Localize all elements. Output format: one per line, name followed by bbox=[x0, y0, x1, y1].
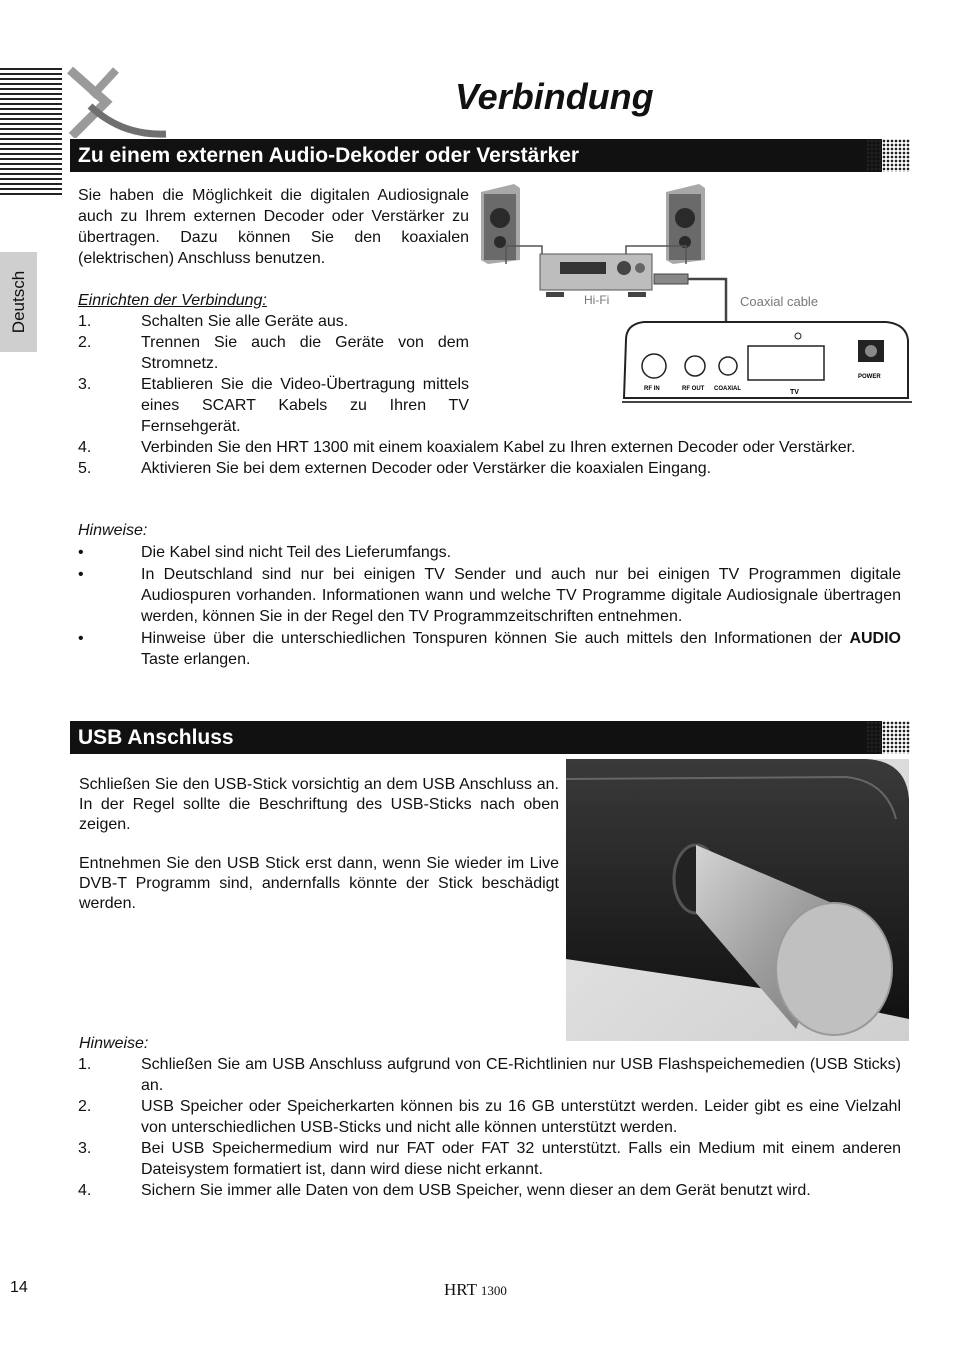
section-heading-audio: Zu einem externen Audio-Dekoder oder Verstärker bbox=[70, 139, 882, 172]
audio-notes-heading: Hinweise: bbox=[78, 522, 148, 539]
usb-paragraph-1: Schließen Sie den USB-Stick vorsichtig an dem USB Anschluss an. In der Regel sollte die Beschriftung des USB-Sticks nach oben zeigen. bbox=[79, 776, 559, 833]
list-item: 4. Sichern Sie immer alle Daten von dem USB Speicher, wenn dieser an dem Gerät benutzt wird. bbox=[78, 1182, 811, 1199]
side-tab-label: Deutsch bbox=[8, 270, 28, 334]
list-item: 1. Schließen Sie am USB Anschluss aufgrund von CE-Richtlinien nur USB Flashspeichemedien (USB Sticks) an. bbox=[78, 1056, 901, 1094]
list-item: • In Deutschland sind nur bei einigen TV Sender und auch nur bei einigen TV Programmen digitale Audiospuren vorhanden. Informationen wann und welche TV Programme digitale Audiosignale übertragen werden, können Sie in der Regel den TV Programmzeitschriften entnehmen. bbox=[78, 566, 901, 625]
section-heading-usb: USB Anschluss bbox=[70, 721, 882, 754]
usb-stick-photo bbox=[566, 759, 909, 1041]
language-side-tab bbox=[0, 252, 37, 352]
page-title: Verbindung bbox=[455, 76, 654, 117]
connection-diagram bbox=[476, 180, 916, 415]
heading-dot-pattern bbox=[866, 721, 910, 754]
page-number: 14 bbox=[10, 1279, 28, 1296]
list-item: • Hinweise über die unterschiedlichen Tonspuren können Sie auch mittels den Informationen der AUDIO Taste erlangen. bbox=[78, 630, 901, 668]
heading-dot-pattern bbox=[866, 139, 910, 172]
usb-paragraph-2: Entnehmen Sie den USB Stick erst dann, wenn Sie wieder im Live DVB-T Programm sind, andernfalls könnte der Stick beschädigt werden. bbox=[79, 855, 559, 912]
svg-text:POWER: POWER bbox=[858, 374, 881, 380]
list-item: 3. Bei USB Speichermedium wird nur FAT oder FAT 32 unterstützt. Falls ein Medium mit einem anderen Dateisystem formatiert ist, dann wird diese nicht erkannt. bbox=[78, 1140, 901, 1178]
brand-logo-x bbox=[62, 66, 172, 138]
connection-steps-heading: Einrichten der Verbindung: bbox=[78, 292, 267, 309]
svg-text:TV: TV bbox=[790, 389, 799, 396]
coaxial-cable-label: Coaxial cable bbox=[740, 294, 819, 309]
header-stripes bbox=[0, 68, 62, 198]
svg-text:COAXIAL: COAXIAL bbox=[714, 386, 741, 392]
speaker-left-icon bbox=[481, 184, 520, 264]
usb-notes-heading: Hinweise: bbox=[79, 1035, 149, 1052]
list-item: 4. Verbinden Sie den HRT 1300 mit einem koaxialem Kabel zu Ihren externen Decoder oder Verstärker. bbox=[78, 439, 856, 456]
audio-notes-list bbox=[78, 542, 901, 670]
audio-intro-paragraph: Sie haben die Möglichkeit die digitalen Audiosignale auch zu Ihrem externen Decoder oder Verstärker zu übertragen. Dazu können Sie den koaxialen (elektrischen) Anschluss benutzen. bbox=[78, 187, 469, 267]
hifi-receiver-icon bbox=[540, 254, 652, 297]
list-item: 3. Etablieren Sie die Video-Übertragung mittels eines SCART Kabels zu Ihren TV Fernsehgerät. bbox=[78, 376, 469, 435]
usb-notes-list bbox=[78, 1054, 901, 1201]
list-item: 1. Schalten Sie alle Geräte aus. bbox=[78, 313, 349, 330]
svg-text:RF IN: RF IN bbox=[644, 386, 660, 392]
list-item: 5. Aktivieren Sie bei dem externen Decoder oder Verstärker die koaxialen Eingang. bbox=[78, 460, 712, 477]
set-top-box-back-panel bbox=[622, 322, 912, 402]
list-item: 2. Trennen Sie auch die Geräte von dem Stromnetz. bbox=[78, 334, 469, 372]
hifi-label: Hi-Fi bbox=[584, 293, 610, 307]
list-item: • Die Kabel sind nicht Teil des Lieferumfangs. bbox=[78, 544, 452, 561]
svg-text:RF OUT: RF OUT bbox=[682, 386, 705, 392]
model-name: HRT 1300 bbox=[444, 1280, 507, 1299]
list-item: 2. USB Speicher oder Speicherkarten können bis zu 16 GB unterstützt werden. Leider gibt es eine Vielzahl von unterschiedlichen USB-Sticks und nicht alle können unterstützt werden. bbox=[78, 1098, 901, 1136]
